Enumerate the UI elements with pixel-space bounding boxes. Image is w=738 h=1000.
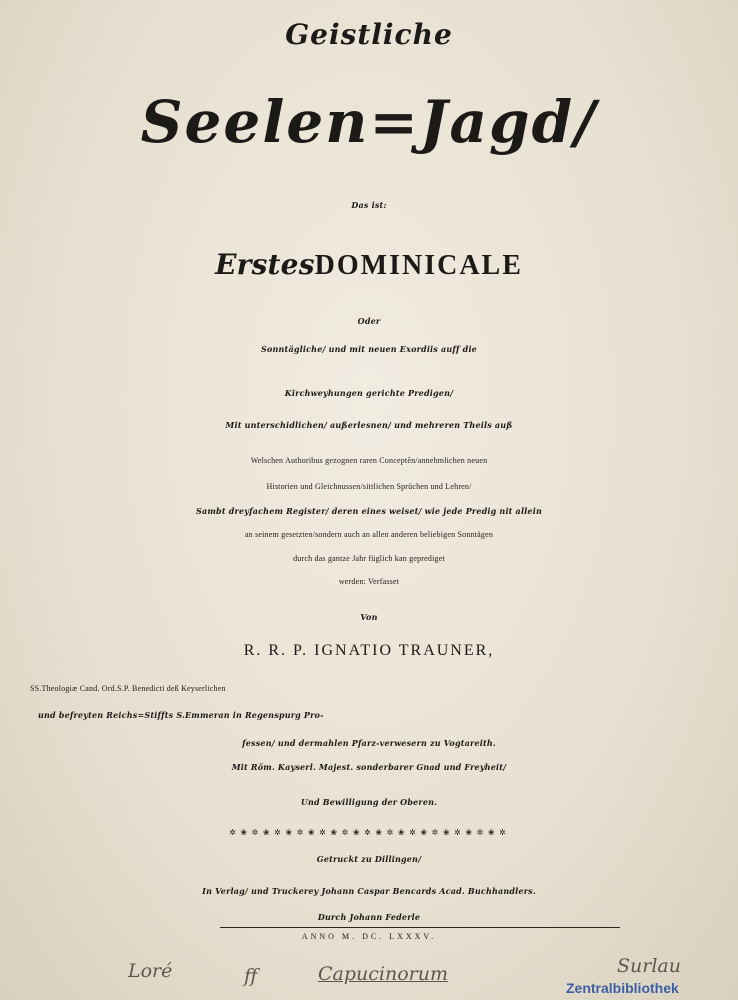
das-ist-line: Das ist:	[351, 200, 387, 210]
body-line-historien: Historien und Gleichnussen/sittlichen Sprüchen und Lehren/	[266, 482, 472, 491]
body-line-durch-das: durch das gantze Jahr füglich kan geprediget	[293, 554, 445, 563]
title-line-2: Seelen=Jagd/	[140, 88, 598, 156]
body-line-sambt: Sambt dreyfachem Register/ deren eines weiset/ wie jede Predig nit allein	[196, 506, 542, 516]
privilege-line-2: Und Bewilligung der Oberen.	[300, 797, 438, 807]
ornament-divider: ✲ ❀ ✲ ❀ ✲ ❀ ✲ ❀ ✲ ❀ ✲ ❀ ✲ ❀ ✲ ❀ ✲ ❀ ✲ ❀ ✲ ❀ ✲ ❀ ✲	[229, 828, 507, 837]
publication-year: ANNO M. DC. LXXXV.	[301, 932, 437, 941]
year-rule	[220, 927, 620, 928]
author-name: R. R. P. IGNATIO TRAUNER,	[243, 642, 495, 659]
oder-line: Oder	[357, 316, 381, 326]
erstes-dominicale-line	[0, 248, 738, 282]
erstes-word: Erstes	[215, 248, 315, 281]
body-line-kirchweyhungen: Kirchweyhungen gerichte Predigen/	[284, 388, 454, 398]
handwritten-note-mid-2: Capucinorum	[318, 963, 448, 985]
body-line-sonntaegliche: Sonntägliche/ und mit neuen Exordiis auff die	[261, 344, 477, 354]
imprint-getruckt: Getruckt zu Dillingen/	[316, 854, 422, 864]
handwritten-note-right: Surlau	[617, 955, 681, 977]
handwritten-note-mid-1: ff	[244, 965, 258, 987]
body-line-werden: werden: Verfasset	[338, 577, 400, 586]
affiliation-line-2: und befreyten Reichs=Stiffts S.Emmeran in Regenspurg Pro-	[38, 710, 324, 720]
privilege-line-1: Mit Röm. Kayserl. Majest. sonderbarer Gnad und Freyheit/	[231, 762, 507, 772]
handwritten-note-left: Loré	[128, 960, 173, 982]
affiliation-line-3: fessen/ und dermahlen Pfarz-verwesern zu Vogtareith.	[242, 738, 496, 748]
body-line-welschen: Welschen Authoribus gezognen raren Conceptẽn/annehmlichen neuen	[250, 456, 488, 465]
imprint-printer: Durch Johann Federle	[317, 912, 421, 922]
affiliation-line-1: SS.Theologiæ Cand. Ord.S.P. Benedicti deß Keyserlichen	[30, 684, 226, 693]
dominicale-word: DOMINICALE	[314, 250, 523, 281]
imprint-verlag: In Verlag/ und Truckerey Johann Caspar Bencards Acad. Buchhandlers.	[202, 886, 536, 896]
title-line-1: Geistliche	[285, 18, 453, 51]
body-line-an-seinem: an seinem gesetzten/sondern auch an allen anderen beliebigen Sonntägen	[244, 530, 494, 539]
von-line: Von	[360, 612, 378, 622]
library-stamp: Zentralbibliothek	[566, 980, 679, 996]
body-line-mit-unterschidlichen: Mit unterschidlichen/ außerlesnen/ und mehreren Theils auß	[225, 420, 513, 430]
